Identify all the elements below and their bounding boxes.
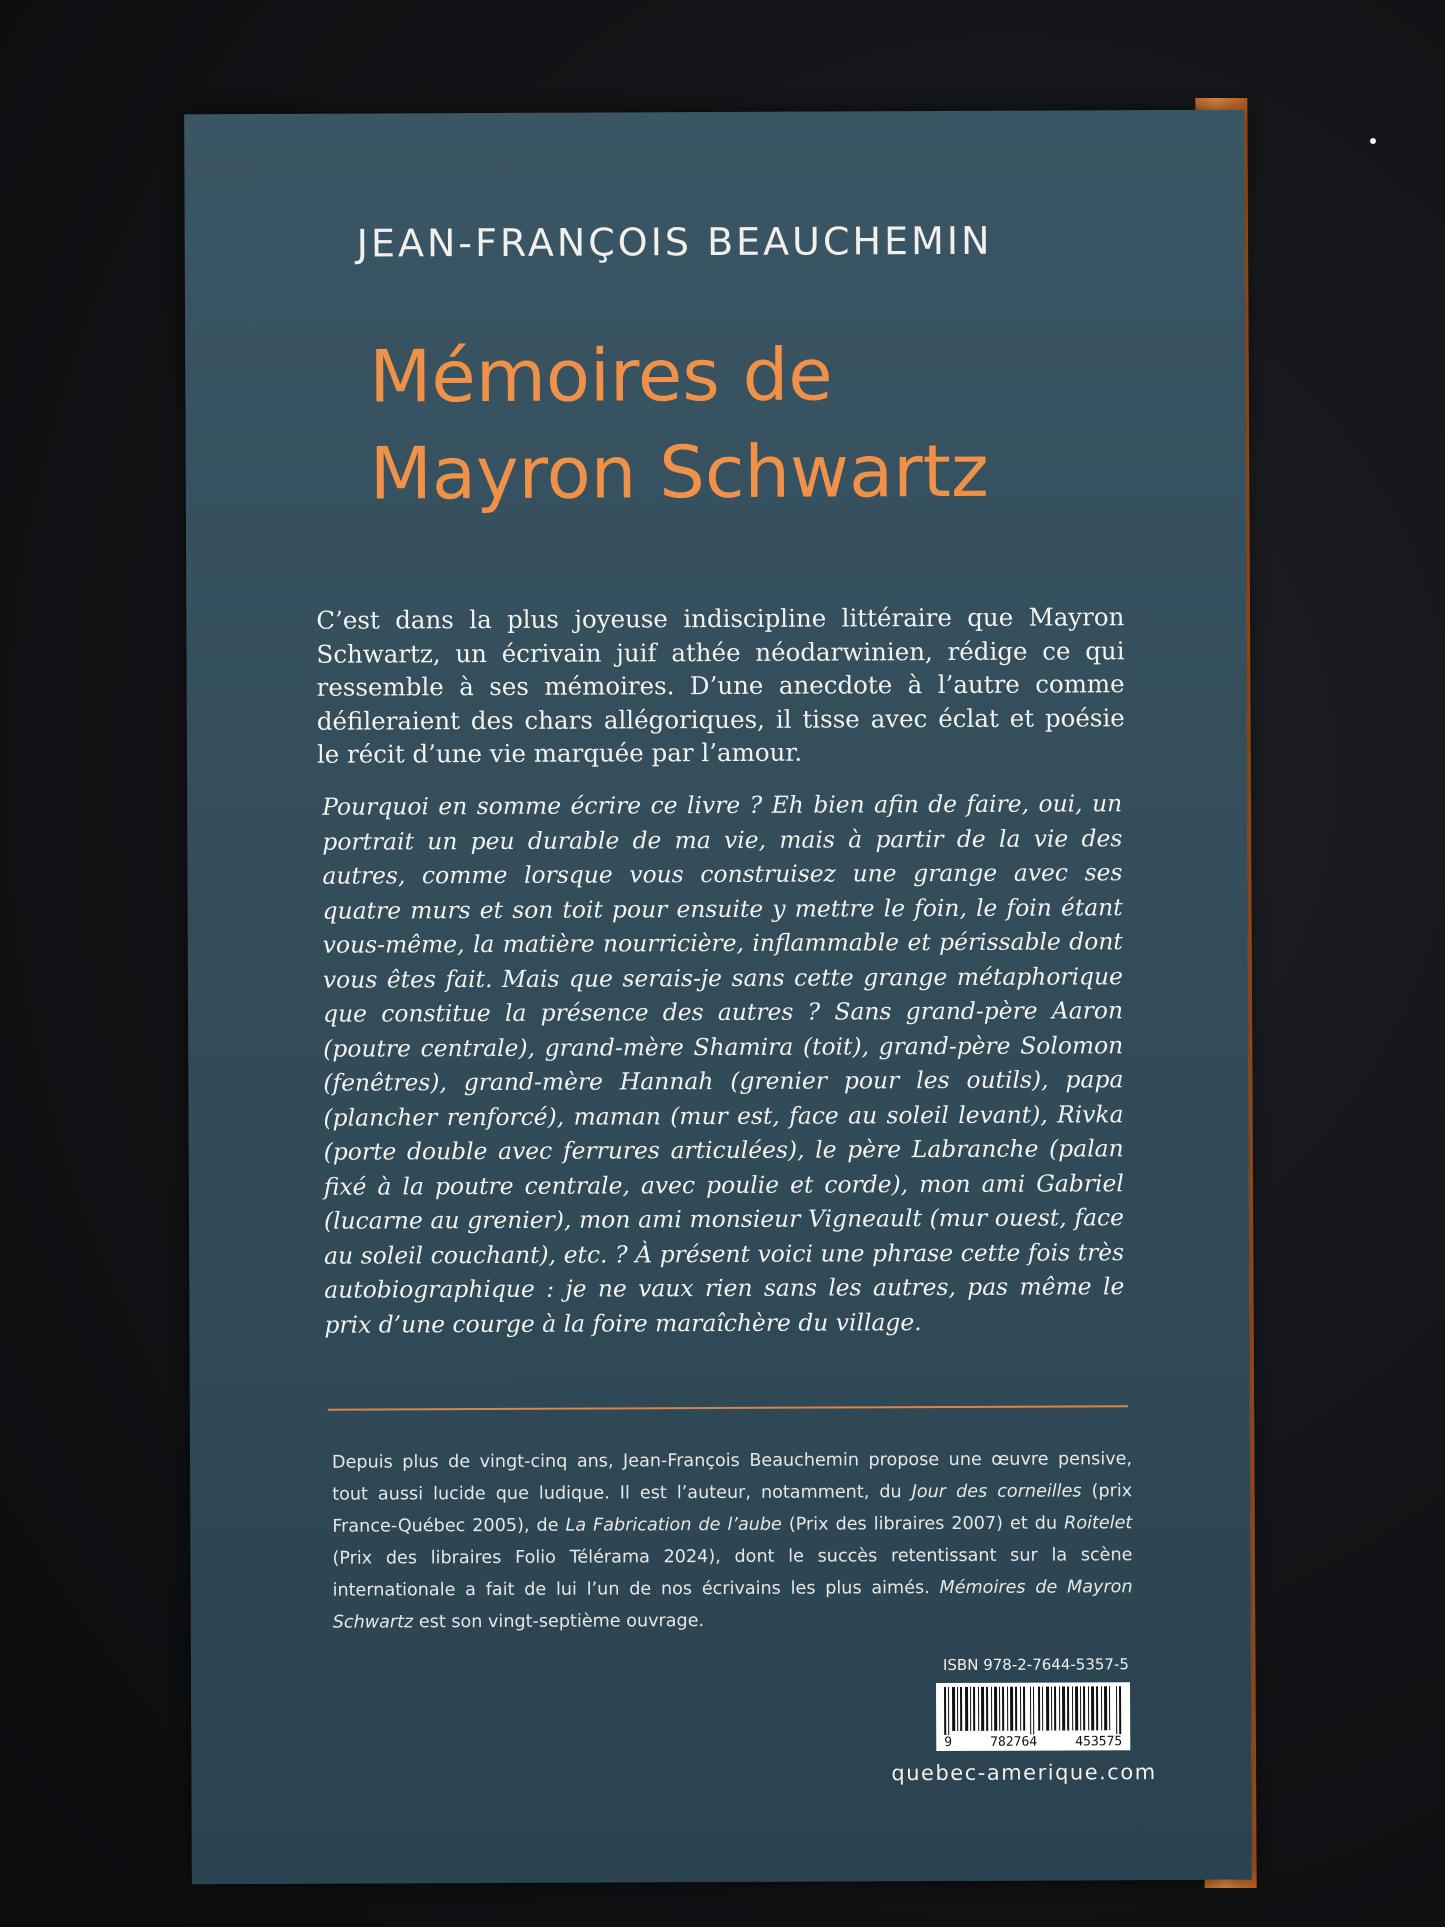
divider-line: [328, 1405, 1128, 1410]
bio-book-title-2: La Fabrication de l’aube: [565, 1514, 782, 1536]
blurb-paragraph: C’est dans la plus joyeuse indiscipline littéraire que Mayron Schwartz, un écrivain juif athée néodarwinien, rédige ce qui ressemble à ses mémoires. D’une anecdote à l’autre comme défileraient des chars allégoriques, il tisse avec éclat et poésie le récit d’une vie marquée par l’amour.: [316, 602, 1125, 769]
author-name: JEAN-FRANÇOIS BEAUCHEMIN: [356, 218, 993, 266]
bio-text-1: Depuis plus de vingt-cinq ans, Jean-François Beauchemin propose une œuvre pensive, tout aussi lucide que ludique. Il est l’auteur, notamment, du: [331, 1449, 1133, 1505]
book-title-line-1: Mémoires de: [369, 332, 833, 419]
bio-book-title-1: Jour des corneilles: [911, 1481, 1082, 1503]
bio-text-5: est son vingt-septième ouvrage.: [413, 1611, 705, 1633]
excerpt-quote: Pourquoi en somme écrire ce livre ? Eh bien afin de faire, oui, un portrait un peu durable de ma vie, mais à partir de la vie des autres, comme lorsque vous construisez une grange avec ses quatre murs et son toit pour ensuite y mettre le foin, le foin étant vous-même, la matière nourricière, inflammable et périssable dont vous êtes fait. Mais que serais-je sans cette grange métaphorique que constitue la présence des autres ? Sans grand-père Aaron (poutre centrale), grand-mère Shamira (toit), grand-père Solomon (fenêtres), grand-mère Hannah (grenier pour les outils), papa (plancher renforcé), maman (mur est, face au soleil levant), Rivka (porte double avec ferrures articulées), le père Labranche (palan fixé à la poutre centrale, avec poulie et corde), mon ami Gabriel (lucarne au grenier), mon ami monsieur Vigneault (mur ouest, face au soleil couchant), etc. ? À présent voici une phrase cette fois très autobiographique : je ne vaux rien sans les autres, pas même le prix d’une courge à la foire maraîchère du village.: [322, 789, 1125, 1339]
bio-text-4: (Prix des libraires Folio Télérama 2024), dont le succès retentissant sur la scène internationale a fait de lui l’un de nos écrivains les plus aimés.: [332, 1545, 1133, 1601]
barcode-digits: [936, 1734, 1130, 1750]
publisher-website: quebec-amerique.com: [891, 1760, 1157, 1786]
book-back-cover: [184, 110, 1252, 1885]
barcode: [936, 1682, 1130, 1751]
book-title: [369, 325, 1170, 522]
barcode-bars: [936, 1682, 1130, 1735]
bio-book-title-4: Mémoires de Mayron Schwartz: [332, 1577, 1133, 1633]
book-title-line-2: Mayron Schwartz: [369, 428, 989, 516]
barcode-digit-group-1: 9: [944, 1734, 953, 1751]
light-glare: [1370, 138, 1376, 144]
bio-text-3: (Prix des libraires 2007) et du: [781, 1513, 1065, 1535]
isbn-label: ISBN 978-2-7644-5357-5: [942, 1655, 1129, 1675]
barcode-digit-group-2: 782764: [990, 1734, 1038, 1750]
bio-text-2: (prix France-Québec 2005), de: [332, 1481, 1133, 1537]
author-bio: [332, 1443, 1133, 1638]
bio-book-title-3: Roitelet: [1064, 1513, 1133, 1534]
barcode-digit-group-3: 453575: [1075, 1734, 1123, 1750]
